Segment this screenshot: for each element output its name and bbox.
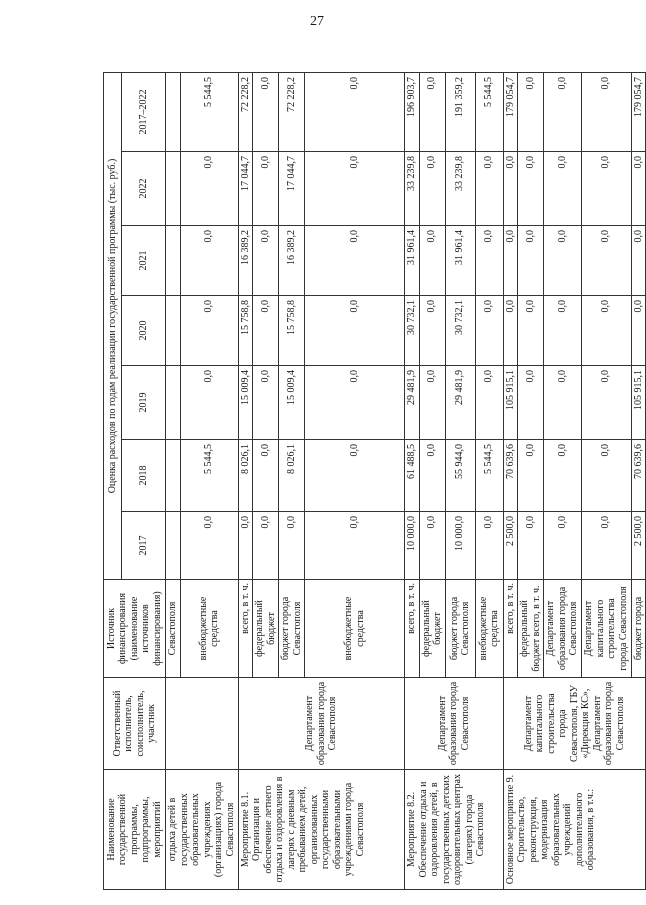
value-cell: 29 481,9: [405, 366, 420, 440]
header-estimate: Оценка расходов по годам реализации государственной программы (тыс. руб.): [104, 72, 122, 579]
value-cell: 5 544,5: [475, 72, 503, 151]
source-cell: бюджет города: [631, 580, 646, 678]
value-cell: 0,0: [305, 296, 405, 366]
value-cell: 0,0: [180, 512, 238, 580]
value-cell: 0,0: [544, 226, 582, 296]
value-cell: 0,0: [253, 440, 279, 512]
value-cell: 0,0: [581, 152, 631, 226]
value-cell: 61 488,5: [405, 440, 420, 512]
value-cell: 0,0: [544, 440, 582, 512]
value-cell: 0,0: [419, 296, 445, 366]
row-executor: Департамент капитального строительства города Севастополя, ГБУ «Дирекция КС», Департамент образования города Севастополя: [503, 678, 646, 770]
budget-table-rotated: [103, 73, 644, 890]
row-name: Мероприятие 8.1. Организация и обеспечение летнего отдыха и оздоровления в лагерях с дневным пребыванием детей, организованных государственными образовательными учреждениями города Севастополя: [238, 770, 405, 890]
value-cell: 0,0: [503, 226, 518, 296]
source-cell: всего, в т. ч.: [405, 580, 420, 678]
value-cell: 0,0: [631, 226, 646, 296]
value-cell: 0,0: [631, 152, 646, 226]
value-cell: 17 044,7: [238, 152, 253, 226]
value-cell: 0,0: [305, 366, 405, 440]
value-cell: 30 732,1: [445, 296, 475, 366]
budget-table: [103, 72, 646, 890]
value-cell: 0,0: [518, 226, 544, 296]
value-cell: 0,0: [305, 512, 405, 580]
value-cell: [166, 366, 181, 440]
value-cell: 0,0: [419, 512, 445, 580]
value-cell: 33 239,8: [445, 152, 475, 226]
value-cell: 0,0: [518, 72, 544, 151]
value-cell: 8 026,1: [279, 440, 305, 512]
value-cell: 0,0: [475, 226, 503, 296]
value-cell: [166, 512, 181, 580]
value-cell: 0,0: [238, 512, 253, 580]
value-cell: 0,0: [180, 226, 238, 296]
source-cell: федеральный бюджет всего, в т. ч.: [518, 580, 544, 678]
value-cell: 0,0: [419, 440, 445, 512]
header-year: 2018: [122, 440, 166, 512]
value-cell: 10 000,0: [445, 512, 475, 580]
value-cell: 0,0: [180, 152, 238, 226]
value-cell: 0,0: [419, 226, 445, 296]
value-cell: 0,0: [419, 152, 445, 226]
value-cell: 15 758,8: [279, 296, 305, 366]
header-year: 2019: [122, 366, 166, 440]
row-name: Мероприятие 8.2. Обеспечение отдыха и оздоровления детей, в государственных детских оздоровительных центрах (лагерях) города Севастополя: [405, 770, 504, 890]
value-cell: 0,0: [475, 296, 503, 366]
source-cell: бюджет города Севастополя: [445, 580, 475, 678]
header-year: 2020: [122, 296, 166, 366]
value-cell: 0,0: [419, 366, 445, 440]
value-cell: 2 500,0: [631, 512, 646, 580]
value-cell: 0,0: [544, 72, 582, 151]
header-executor: Ответственный исполнитель, соисполнитель, участник: [104, 678, 166, 770]
row-executor: Департамент образования города Севастополя: [405, 678, 504, 770]
row-name: Основное мероприятие 9. Строительство, реконструкция, модернизация образовательных учреждений дополнительного образования, в т.ч.:: [503, 770, 646, 890]
value-cell: 196 903,7: [405, 72, 420, 151]
header-year: 2017–2022: [122, 72, 166, 151]
page-number: 27: [310, 14, 324, 29]
value-cell: 70 639,6: [631, 440, 646, 512]
value-cell: 29 481,9: [445, 366, 475, 440]
value-cell: 0,0: [475, 512, 503, 580]
value-cell: 0,0: [305, 226, 405, 296]
value-cell: 0,0: [503, 152, 518, 226]
value-cell: 72 228,2: [238, 72, 253, 151]
value-cell: 0,0: [581, 72, 631, 151]
value-cell: 0,0: [419, 72, 445, 151]
value-cell: 0,0: [253, 366, 279, 440]
source-cell: Департамент капитального строительства города Севастополя: [581, 580, 631, 678]
value-cell: [166, 72, 181, 151]
value-cell: 2 500,0: [503, 512, 518, 580]
source-cell: бюджет города Севастополя: [279, 580, 305, 678]
source-cell: Департамент образования города Севастополя: [544, 580, 582, 678]
source-cell: внебюджетные средства: [305, 580, 405, 678]
value-cell: 5 544,5: [180, 440, 238, 512]
value-cell: 0,0: [518, 440, 544, 512]
value-cell: 0,0: [180, 366, 238, 440]
value-cell: 0,0: [305, 152, 405, 226]
value-cell: 0,0: [581, 512, 631, 580]
value-cell: 105 915,1: [631, 366, 646, 440]
source-cell: федеральный бюджет: [419, 580, 445, 678]
value-cell: [166, 226, 181, 296]
header-name: Наименование государственной программы, подпрограммы, мероприятий: [104, 770, 166, 890]
value-cell: 0,0: [518, 296, 544, 366]
value-cell: 55 944,0: [445, 440, 475, 512]
source-cell: внебюджетные средства: [180, 580, 238, 678]
value-cell: 0,0: [253, 226, 279, 296]
value-cell: 0,0: [518, 366, 544, 440]
source-cell: внебюджетные средства: [475, 580, 503, 678]
value-cell: 31 961,4: [405, 226, 420, 296]
value-cell: 0,0: [581, 366, 631, 440]
value-cell: 5 544,5: [475, 440, 503, 512]
value-cell: 0,0: [544, 366, 582, 440]
value-cell: 15 758,8: [238, 296, 253, 366]
value-cell: 0,0: [253, 152, 279, 226]
value-cell: 5 544,5: [180, 72, 238, 151]
value-cell: 0,0: [305, 72, 405, 151]
source-cell: всего, в т. ч.: [238, 580, 253, 678]
value-cell: 0,0: [253, 512, 279, 580]
value-cell: 0,0: [518, 152, 544, 226]
value-cell: 0,0: [475, 366, 503, 440]
value-cell: 15 009,4: [238, 366, 253, 440]
value-cell: 105 915,1: [503, 366, 518, 440]
value-cell: 10 000,0: [405, 512, 420, 580]
row-executor: [166, 678, 239, 770]
value-cell: 0,0: [581, 226, 631, 296]
header-year: 2021: [122, 226, 166, 296]
value-cell: 0,0: [631, 296, 646, 366]
value-cell: 16 389,2: [279, 226, 305, 296]
value-cell: 0,0: [180, 296, 238, 366]
source-cell: всего, в т. ч.: [503, 580, 518, 678]
value-cell: [166, 152, 181, 226]
value-cell: 179 054,7: [503, 72, 518, 151]
value-cell: 0,0: [518, 512, 544, 580]
value-cell: [166, 296, 181, 366]
row-name: отдыха детей в государственных образовательных учреждениях (организациях) города Севастополя: [166, 770, 239, 890]
value-cell: 17 044,7: [279, 152, 305, 226]
value-cell: 0,0: [581, 296, 631, 366]
value-cell: 8 026,1: [238, 440, 253, 512]
source-cell: федеральный бюджет: [253, 580, 279, 678]
value-cell: 0,0: [279, 512, 305, 580]
header-year: 2017: [122, 512, 166, 580]
value-cell: 15 009,4: [279, 366, 305, 440]
header-year: 2022: [122, 152, 166, 226]
source-cell: Севастополя: [166, 580, 181, 678]
value-cell: 0,0: [253, 296, 279, 366]
row-executor: Департамент образования города Севастополя: [238, 678, 405, 770]
value-cell: 0,0: [253, 72, 279, 151]
value-cell: 16 389,2: [238, 226, 253, 296]
value-cell: 31 961,4: [445, 226, 475, 296]
header-source: Источник финансирования (наименование источников финансирования): [104, 580, 166, 678]
value-cell: 33 239,8: [405, 152, 420, 226]
value-cell: 72 228,2: [279, 72, 305, 151]
value-cell: 191 359,2: [445, 72, 475, 151]
value-cell: [166, 440, 181, 512]
value-cell: 30 732,1: [405, 296, 420, 366]
value-cell: 0,0: [503, 296, 518, 366]
value-cell: 0,0: [305, 440, 405, 512]
value-cell: 0,0: [544, 512, 582, 580]
value-cell: 0,0: [544, 296, 582, 366]
value-cell: 0,0: [544, 152, 582, 226]
value-cell: 179 054,7: [631, 72, 646, 151]
value-cell: 0,0: [581, 440, 631, 512]
value-cell: 70 639,6: [503, 440, 518, 512]
value-cell: 0,0: [475, 152, 503, 226]
